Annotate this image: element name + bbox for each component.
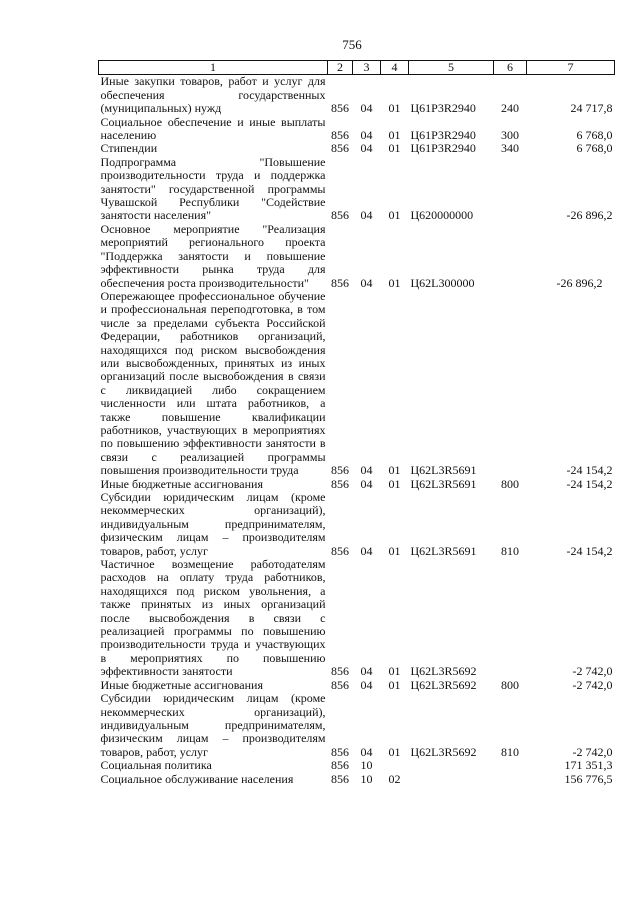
row-amount: -2 742,0 <box>572 664 613 679</box>
row-subsection: 01 <box>388 664 401 679</box>
row-section: 04 <box>360 101 373 116</box>
column-header: 1 <box>99 61 328 75</box>
table-row <box>99 156 615 223</box>
row-name: Социальное обеспечение и иные выплаты населению <box>100 114 326 143</box>
row-admin: 856 <box>331 208 349 223</box>
row-amount: -2 742,0 <box>572 744 613 759</box>
table-row <box>99 491 615 558</box>
row-subsection: 01 <box>388 463 401 478</box>
row-expense-type: 300 <box>501 128 519 143</box>
row-target: Ц61P3R2940 <box>410 101 476 116</box>
row-subsection: 01 <box>388 275 401 290</box>
table-row <box>99 223 615 290</box>
row-name: Субсидии юридическим лицам (кроме некоммерческих организаций), индивидуальным предпринимателям, физическим лицам – производителям товаров, работ, услуг <box>100 691 326 759</box>
column-header: 2 <box>328 61 353 75</box>
column-header: 7 <box>527 61 615 75</box>
table-row <box>99 75 615 116</box>
row-name: Частичное возмещение работодателям расходов на оплату труда работников, находящихся под риском увольнения, а также принятых из иных организаций после высвобождения в связи с реализацией программы по повышению производительности труда и участвующих в мероприятиях по повышению эффективности занятости <box>100 557 326 679</box>
row-amount: 6 768,0 <box>576 141 613 156</box>
table-row <box>99 773 615 786</box>
row-amount: 171 351,3 <box>564 758 613 773</box>
row-section: 04 <box>360 463 373 478</box>
table-row <box>99 679 615 692</box>
row-subsection: 01 <box>388 744 401 759</box>
row-name: Субсидии юридическим лицам (кроме некоммерческих организаций), индивидуальным предпринимателям, физическим лицам – производителям товаров, работ, услуг <box>100 490 326 558</box>
row-target: Ц62L3R5691 <box>410 463 477 478</box>
table-row <box>99 759 615 772</box>
row-expense-type: 800 <box>501 677 519 692</box>
row-admin: 856 <box>331 758 349 773</box>
row-amount: 156 776,5 <box>564 771 613 786</box>
row-target: Ц62L3R5692 <box>410 664 477 679</box>
table-row <box>99 478 615 491</box>
row-name: Иные бюджетные ассигнования <box>100 677 263 692</box>
row-target: Ц62L3R5691 <box>410 476 477 491</box>
row-name: Стипендии <box>100 141 158 156</box>
row-amount: -26 896,2 <box>566 208 613 223</box>
row-expense-type: 340 <box>501 141 519 156</box>
table-row <box>99 116 615 143</box>
row-section: 04 <box>360 141 373 156</box>
row-admin: 856 <box>331 771 349 786</box>
row-amount: 24 717,8 <box>570 101 613 116</box>
row-subsection: 01 <box>388 476 401 491</box>
row-admin: 856 <box>331 101 349 116</box>
row-expense-type <box>494 759 527 772</box>
page-number: 756 <box>342 37 362 52</box>
row-admin: 856 <box>331 141 349 156</box>
row-expense-type: 810 <box>501 543 519 558</box>
table-header-row <box>99 61 615 75</box>
row-target: Ц62L3R5692 <box>410 677 477 692</box>
row-name: Опережающее профессиональное обучение и профессиональная переподготовка, в том числе за пределами субъекта Российской Федерации, работников организаций, находящихся под риском высвобождения или высвобожденных, принятых из иных организаций после высвобождения в связи с ликвидацией либо сокращением численности или штата работников, а также повышение квалификации работников, участвующих в мероприятиях по повышению эффективности занятости в связи с реализацией программы повышения производительности труда <box>100 288 326 478</box>
row-admin: 856 <box>331 664 349 679</box>
row-amount: -24 154,2 <box>566 463 613 478</box>
table-row <box>99 558 615 679</box>
row-section: 10 <box>360 771 373 786</box>
row-section: 04 <box>360 275 373 290</box>
row-name: Социальное обслуживание населения <box>100 771 294 786</box>
row-admin: 856 <box>331 476 349 491</box>
row-amount: -24 154,2 <box>566 543 613 558</box>
row-section: 04 <box>360 208 373 223</box>
row-expense-type: 800 <box>501 476 519 491</box>
row-name: Иные закупки товаров, работ и услуг для обеспечения государственных (муниципальных) нужд <box>100 74 326 116</box>
row-target: Ц620000000 <box>410 208 474 223</box>
row-section: 04 <box>360 744 373 759</box>
row-amount: -26 896,2 <box>556 275 603 290</box>
row-section: 04 <box>360 128 373 143</box>
row-section: 10 <box>360 758 373 773</box>
row-admin: 856 <box>331 744 349 759</box>
row-expense-type: 810 <box>501 744 519 759</box>
row-subsection: 01 <box>388 141 401 156</box>
row-name: Подпрограмма "Повышение производительности труда и поддержка занятости" государственной программы Чувашской Республики "Содействие занятости населения" <box>100 154 326 223</box>
table-row <box>99 142 615 155</box>
row-subsection: 01 <box>388 208 401 223</box>
row-subsection: 02 <box>388 771 401 786</box>
row-admin: 856 <box>331 463 349 478</box>
row-expense-type <box>494 156 527 223</box>
row-name: Социальная политика <box>100 758 212 773</box>
row-target: Ц61P3R2940 <box>410 141 476 156</box>
row-expense-type <box>494 223 527 290</box>
row-admin: 856 <box>331 543 349 558</box>
row-target: Ц62L3R5692 <box>410 744 477 759</box>
row-subsection <box>381 759 409 772</box>
row-section: 04 <box>360 543 373 558</box>
row-target: Ц62L300000 <box>410 275 475 290</box>
column-header: 6 <box>494 61 527 75</box>
row-expense-type <box>494 290 527 478</box>
column-header: 4 <box>381 61 409 75</box>
row-admin: 856 <box>331 128 349 143</box>
row-subsection: 01 <box>388 101 401 116</box>
row-expense-type <box>494 558 527 679</box>
row-target <box>409 759 494 772</box>
row-expense-type: 240 <box>501 101 519 116</box>
row-section: 04 <box>360 677 373 692</box>
row-admin: 856 <box>331 275 349 290</box>
column-header: 5 <box>409 61 494 75</box>
row-subsection: 01 <box>388 543 401 558</box>
row-section: 04 <box>360 664 373 679</box>
row-section: 04 <box>360 476 373 491</box>
row-subsection: 01 <box>388 677 401 692</box>
row-target: Ц61P3R2940 <box>410 128 476 143</box>
column-header: 3 <box>353 61 381 75</box>
row-amount: -24 154,2 <box>566 476 613 491</box>
row-name: Основное мероприятие "Реализация мероприятий регионального проекта "Поддержка занятости и повышение эффективности рынка труда для обеспечения роста производительности" <box>100 221 326 290</box>
table-row <box>99 290 615 478</box>
row-admin: 856 <box>331 677 349 692</box>
row-subsection: 01 <box>388 128 401 143</box>
budget-table <box>98 60 615 786</box>
row-target <box>409 773 494 786</box>
row-name: Иные бюджетные ассигнования <box>100 476 263 491</box>
row-target: Ц62L3R5691 <box>410 543 477 558</box>
row-expense-type <box>494 773 527 786</box>
table-row <box>99 692 615 759</box>
row-amount: 6 768,0 <box>576 128 613 143</box>
row-amount: -2 742,0 <box>572 677 613 692</box>
